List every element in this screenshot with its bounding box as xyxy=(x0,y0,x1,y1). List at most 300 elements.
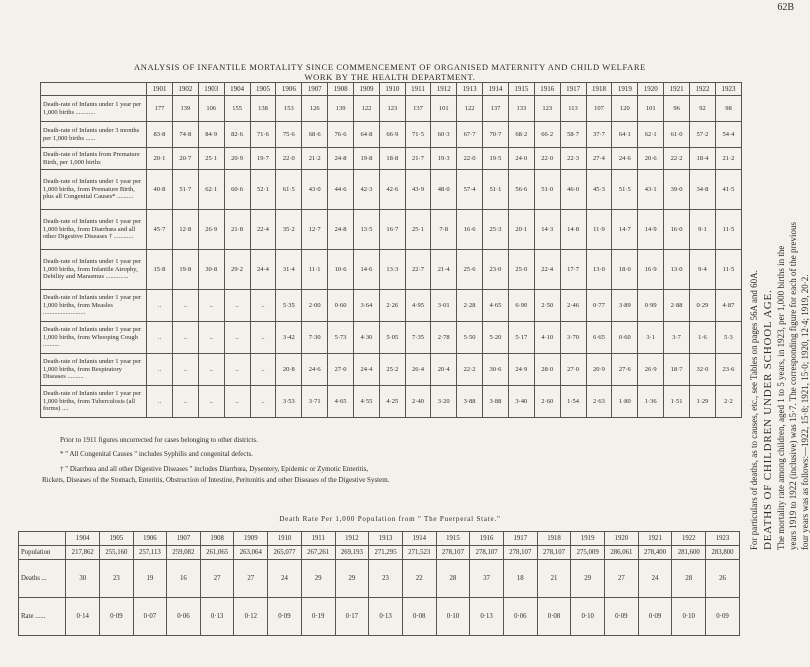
side-note-particulars: For particulars of deaths, as to causes, etc., see Tables on pages 56A and 60A. xyxy=(749,270,759,550)
value-cell: 3·42 xyxy=(276,322,302,354)
year-header: 1909 xyxy=(354,83,380,96)
value-cell: 5·50 xyxy=(457,322,483,354)
infant-mortality-body xyxy=(41,96,742,418)
value-cell: 98 xyxy=(715,96,741,122)
value-cell: 75·6 xyxy=(276,122,302,148)
value-cell: 13·0 xyxy=(586,250,612,290)
value-cell: 14·7 xyxy=(612,210,638,250)
year-header: 1912 xyxy=(431,83,457,96)
population-cell: 271,295 xyxy=(369,546,403,560)
value-cell: 16·0 xyxy=(664,210,690,250)
value-cell: .. xyxy=(198,354,224,386)
value-cell: 19·8 xyxy=(354,148,380,170)
deaths-label: Deaths ... xyxy=(19,560,66,598)
deaths-cell: 16 xyxy=(167,560,201,598)
value-cell: 58·7 xyxy=(560,122,586,148)
value-cell: 83·8 xyxy=(147,122,173,148)
population-cell: 286,061 xyxy=(605,546,639,560)
value-cell: 67·7 xyxy=(457,122,483,148)
row-label: Death-rate of Infants under 1 year per 1,000 births, from Measles .......................... xyxy=(41,290,147,322)
value-cell: 43·1 xyxy=(638,170,664,210)
year-header: 1908 xyxy=(328,83,354,96)
value-cell: .. xyxy=(250,354,276,386)
value-cell: 3·01 xyxy=(431,290,457,322)
value-cell: 2·88 xyxy=(664,290,690,322)
value-cell: 35·2 xyxy=(276,210,302,250)
value-cell: .. xyxy=(198,290,224,322)
value-cell: 7·30 xyxy=(302,322,328,354)
value-cell: 64·8 xyxy=(354,122,380,148)
year-cell: 1913 xyxy=(369,532,403,546)
value-cell: 14·3 xyxy=(534,210,560,250)
year-cell: 1916 xyxy=(470,532,504,546)
value-cell: 14·9 xyxy=(638,210,664,250)
value-cell: 30·8 xyxy=(198,250,224,290)
population-cell: 278,107 xyxy=(537,546,571,560)
year-cell: 1908 xyxy=(200,532,234,546)
value-cell: 6·65 xyxy=(586,322,612,354)
value-cell: 51·7 xyxy=(172,170,198,210)
row-label: Death-rate of Infants under 1 year per 1,000 births ............ xyxy=(41,96,147,122)
year-cell: 1906 xyxy=(133,532,166,546)
row-label: Death-rate of Infants under 3 months per 1,000 births ...... xyxy=(41,122,147,148)
deaths-cell: 23 xyxy=(369,560,403,598)
population-cell: 257,113 xyxy=(133,546,166,560)
rate-cell: 0·09 xyxy=(706,598,740,636)
rate-cell: 0·13 xyxy=(470,598,504,636)
row-label: Death-rate of Infants under 1 year per 1,000 births, from Premature Birth, plus all Congenital Causes* .......... xyxy=(41,170,147,210)
deaths-cell: 29 xyxy=(301,560,335,598)
side-heading: DEATHS OF CHILDREN UNDER SCHOOL AGE. xyxy=(762,289,774,550)
table-row xyxy=(41,354,742,386)
puerperal-title: Death Rate Per 1,000 Population from " The Puerperal State." xyxy=(279,515,501,523)
table-row xyxy=(41,170,742,210)
year-cell: 1914 xyxy=(402,532,436,546)
value-cell: 123 xyxy=(379,96,405,122)
value-cell: 7·35 xyxy=(405,322,431,354)
value-cell: 3·88 xyxy=(457,386,483,418)
rate-label: Rate ...... xyxy=(19,598,66,636)
year-cell: 1919 xyxy=(571,532,605,546)
year-header: 1911 xyxy=(405,83,431,96)
population-cell: 275,009 xyxy=(571,546,605,560)
rate-cell: 0·10 xyxy=(436,598,470,636)
value-cell: 113 xyxy=(560,96,586,122)
rate-cell: 0·07 xyxy=(133,598,166,636)
population-cell: 271,523 xyxy=(402,546,436,560)
year-cell: 1911 xyxy=(301,532,335,546)
value-cell: 24·6 xyxy=(302,354,328,386)
puerperal-body xyxy=(19,532,740,636)
deaths-row xyxy=(19,560,740,598)
year-header: 1914 xyxy=(483,83,509,96)
population-label: Population xyxy=(19,546,66,560)
value-cell: 16·7 xyxy=(379,210,405,250)
value-cell: .. xyxy=(224,354,250,386)
page-title: ANALYSIS OF INFANTILE MORTALITY SINCE COMMENCEMENT OF ORGANISED MATERNITY AND CHILD WELFARE xyxy=(134,62,646,72)
value-cell: 106 xyxy=(198,96,224,122)
value-cell: 24·6 xyxy=(612,148,638,170)
population-cell: 265,077 xyxy=(268,546,302,560)
value-cell: 34·8 xyxy=(690,170,716,210)
year-cell: 1912 xyxy=(335,532,369,546)
value-cell: .. xyxy=(198,386,224,418)
value-cell: 137 xyxy=(483,96,509,122)
year-cell: 1921 xyxy=(638,532,672,546)
value-cell: 28·0 xyxy=(534,354,560,386)
value-cell: 107 xyxy=(586,96,612,122)
side-note-line1: The mortality rate among children, aged 1 to 5 years, in 1923, per 1,000 births in the xyxy=(776,245,786,550)
year-header: 1905 xyxy=(250,83,276,96)
value-cell: 20·9 xyxy=(586,354,612,386)
rate-cell: 0·10 xyxy=(571,598,605,636)
table-row xyxy=(41,210,742,250)
value-cell: .. xyxy=(224,386,250,418)
population-cell: 281,600 xyxy=(672,546,706,560)
value-cell: 3·53 xyxy=(276,386,302,418)
value-cell: 2·60 xyxy=(534,386,560,418)
value-cell: 101 xyxy=(431,96,457,122)
rate-cell: 0·08 xyxy=(537,598,571,636)
note-digestive: Rickets, Diseases of the Stomach, Enteritis, Obstruction of Intestine, Peritonitis and other Diseases of the Digestive System. xyxy=(42,476,390,484)
value-cell: 4·30 xyxy=(354,322,380,354)
value-cell: 101 xyxy=(638,96,664,122)
value-cell: 24·4 xyxy=(354,354,380,386)
year-cell: 1923 xyxy=(706,532,740,546)
value-cell: 26·9 xyxy=(198,210,224,250)
rate-cell: 0·19 xyxy=(301,598,335,636)
value-cell: 5·17 xyxy=(508,322,534,354)
value-cell: 20·7 xyxy=(172,148,198,170)
value-cell: 177 xyxy=(147,96,173,122)
value-cell: 12·7 xyxy=(302,210,328,250)
table-row xyxy=(41,96,742,122)
value-cell: 16·6 xyxy=(457,210,483,250)
rate-cell: 0·06 xyxy=(503,598,537,636)
table-row xyxy=(41,122,742,148)
value-cell: 19·3 xyxy=(431,148,457,170)
value-cell: 139 xyxy=(172,96,198,122)
row-label: Death-rate of Infants under 1 year per 1,000 births, from Respiratory Diseases .......... xyxy=(41,354,147,386)
value-cell: 3·40 xyxy=(508,386,534,418)
value-cell: 20·4 xyxy=(431,354,457,386)
value-cell: 20·1 xyxy=(147,148,173,170)
value-cell: .. xyxy=(224,290,250,322)
value-cell: 70·7 xyxy=(483,122,509,148)
value-cell: .. xyxy=(224,322,250,354)
value-cell: 62·1 xyxy=(198,170,224,210)
year-header: 1920 xyxy=(638,83,664,96)
deaths-cell: 27 xyxy=(605,560,639,598)
empty-header-cell xyxy=(41,83,147,96)
value-cell: 22·2 xyxy=(664,148,690,170)
value-cell: 21·7 xyxy=(405,148,431,170)
value-cell: 1·80 xyxy=(612,386,638,418)
rate-cell: 0·13 xyxy=(200,598,234,636)
year-header: 1916 xyxy=(534,83,560,96)
value-cell: 22·2 xyxy=(457,354,483,386)
value-cell: 96 xyxy=(664,96,690,122)
rate-cell: 0·09 xyxy=(638,598,672,636)
deaths-cell: 24 xyxy=(268,560,302,598)
year-header: 1921 xyxy=(664,83,690,96)
value-cell: 122 xyxy=(457,96,483,122)
value-cell: 18·8 xyxy=(379,148,405,170)
value-cell: .. xyxy=(250,322,276,354)
value-cell: 29·2 xyxy=(224,250,250,290)
value-cell: 4·65 xyxy=(328,386,354,418)
value-cell: 64·1 xyxy=(612,122,638,148)
value-cell: 5·73 xyxy=(328,322,354,354)
value-cell: .. xyxy=(250,290,276,322)
value-cell: 139 xyxy=(328,96,354,122)
value-cell: 4·25 xyxy=(379,386,405,418)
value-cell: 14·6 xyxy=(354,250,380,290)
value-cell: 22·0 xyxy=(534,148,560,170)
deaths-cell: 30 xyxy=(66,560,100,598)
value-cell: 71·6 xyxy=(250,122,276,148)
rate-cell: 0·13 xyxy=(369,598,403,636)
value-cell: 51·5 xyxy=(612,170,638,210)
value-cell: 0·60 xyxy=(328,290,354,322)
rate-cell: 0·09 xyxy=(605,598,639,636)
value-cell: 1·54 xyxy=(560,386,586,418)
value-cell: 60·3 xyxy=(431,122,457,148)
row-label: Death-rate of Infants from Premature Birth, per 1,000 births xyxy=(41,148,147,170)
table-row xyxy=(41,290,742,322)
table-row xyxy=(41,386,742,418)
value-cell: .. xyxy=(172,354,198,386)
value-cell: 3·89 xyxy=(612,290,638,322)
value-cell: 153 xyxy=(276,96,302,122)
deaths-cell: 26 xyxy=(706,560,740,598)
puerperal-year-row xyxy=(19,532,740,546)
value-cell: 4·65 xyxy=(483,290,509,322)
value-cell: 76·6 xyxy=(328,122,354,148)
value-cell: 21·8 xyxy=(224,210,250,250)
year-cell: 1915 xyxy=(436,532,470,546)
value-cell: 37·7 xyxy=(586,122,612,148)
value-cell: .. xyxy=(250,386,276,418)
value-cell: 22·0 xyxy=(457,148,483,170)
value-cell: 7·8 xyxy=(431,210,457,250)
value-cell: 21·2 xyxy=(715,148,741,170)
page-number: 62B xyxy=(777,2,794,13)
population-cell: 255,160 xyxy=(100,546,134,560)
rate-cell: 0·09 xyxy=(268,598,302,636)
value-cell: 5·05 xyxy=(379,322,405,354)
value-cell: 57·4 xyxy=(457,170,483,210)
year-cell: 1920 xyxy=(605,532,639,546)
rate-cell: 0·12 xyxy=(234,598,268,636)
value-cell: 71·5 xyxy=(405,122,431,148)
value-cell: 5·3 xyxy=(715,322,741,354)
row-label: Death-rate of Infants under 1 year per 1,000 births, from Diarrhœa and all other Digestive Diseases † ............ xyxy=(41,210,147,250)
value-cell: 24·0 xyxy=(508,148,534,170)
note-diarrhoea: † " Diarrhœa and all other Digestive Diseases " includes Diarrhœa, Dysentery, Epidemic or Zymotic Enteritis, xyxy=(60,465,369,473)
side-note-line2: years 1919 to 1922 (inclusive) was 15·7. The corresponding figure for each of the previous xyxy=(788,222,798,550)
value-cell: 45·7 xyxy=(147,210,173,250)
value-cell: 15·8 xyxy=(147,250,173,290)
value-cell: 4·55 xyxy=(354,386,380,418)
population-cell: 269,193 xyxy=(335,546,369,560)
value-cell: .. xyxy=(198,322,224,354)
value-cell: 51·1 xyxy=(483,170,509,210)
value-cell: 1·6 xyxy=(690,322,716,354)
value-cell: 40·8 xyxy=(147,170,173,210)
year-cell: 1910 xyxy=(268,532,302,546)
value-cell: 3·20 xyxy=(431,386,457,418)
value-cell: 51·0 xyxy=(534,170,560,210)
value-cell: 19·7 xyxy=(250,148,276,170)
population-cell: 261,065 xyxy=(200,546,234,560)
note-congenital: * " All Congenital Causes " includes Syphilis and congenital defects. xyxy=(60,450,253,458)
rate-row xyxy=(19,598,740,636)
population-cell: 259,082 xyxy=(167,546,201,560)
value-cell: 27·0 xyxy=(560,354,586,386)
value-cell: 122 xyxy=(354,96,380,122)
value-cell: 27·0 xyxy=(328,354,354,386)
deaths-cell: 21 xyxy=(537,560,571,598)
year-cell: 1904 xyxy=(66,532,100,546)
value-cell: 2·28 xyxy=(457,290,483,322)
deaths-cell: 19 xyxy=(133,560,166,598)
value-cell: 24·8 xyxy=(328,210,354,250)
value-cell: 133 xyxy=(508,96,534,122)
value-cell: 66·2 xyxy=(534,122,560,148)
value-cell: 25·2 xyxy=(379,354,405,386)
value-cell: 39·0 xyxy=(664,170,690,210)
deaths-cell: 29 xyxy=(571,560,605,598)
value-cell: .. xyxy=(172,386,198,418)
value-cell: 22·3 xyxy=(560,148,586,170)
value-cell: 44·6 xyxy=(328,170,354,210)
value-cell: .. xyxy=(147,386,173,418)
value-cell: 0·29 xyxy=(690,290,716,322)
year-cell: 1909 xyxy=(234,532,268,546)
value-cell: 26·9 xyxy=(638,354,664,386)
deaths-cell: 23 xyxy=(100,560,134,598)
value-cell: .. xyxy=(172,322,198,354)
year-header: 1918 xyxy=(586,83,612,96)
value-cell: 11·9 xyxy=(586,210,612,250)
year-header: 1902 xyxy=(172,83,198,96)
puerperal-table xyxy=(18,531,740,636)
value-cell: .. xyxy=(147,354,173,386)
value-cell: 120 xyxy=(612,96,638,122)
value-cell: 3·1 xyxy=(638,322,664,354)
row-label: Death-rate of Infants under 1 year per 1,000 births, from Whooping Cough .......... xyxy=(41,322,147,354)
value-cell: 68·6 xyxy=(302,122,328,148)
year-header: 1910 xyxy=(379,83,405,96)
value-cell: 92 xyxy=(690,96,716,122)
value-cell: 3·7 xyxy=(664,322,690,354)
value-cell: 42·3 xyxy=(354,170,380,210)
value-cell: 2·63 xyxy=(586,386,612,418)
value-cell: 23·6 xyxy=(715,354,741,386)
deaths-cell: 24 xyxy=(638,560,672,598)
population-cell: 278,107 xyxy=(470,546,504,560)
table-row xyxy=(41,250,742,290)
value-cell: 57·2 xyxy=(690,122,716,148)
year-header: 1915 xyxy=(508,83,534,96)
deaths-cell: 27 xyxy=(234,560,268,598)
value-cell: 56·6 xyxy=(508,170,534,210)
year-cell: 1922 xyxy=(672,532,706,546)
value-cell: 24·9 xyxy=(508,354,534,386)
value-cell: 20·8 xyxy=(276,354,302,386)
rate-cell: 0·17 xyxy=(335,598,369,636)
value-cell: 46·0 xyxy=(560,170,586,210)
value-cell: .. xyxy=(172,290,198,322)
value-cell: .. xyxy=(147,322,173,354)
value-cell: 10·6 xyxy=(328,250,354,290)
rate-cell: 0·08 xyxy=(402,598,436,636)
value-cell: 20·1 xyxy=(508,210,534,250)
value-cell: 1·29 xyxy=(690,386,716,418)
value-cell: 20·6 xyxy=(638,148,664,170)
value-cell: 26·4 xyxy=(405,354,431,386)
note-1911: Prior to 1911 figures uncorrected for cases belonging to other districts. xyxy=(60,436,258,444)
value-cell: 48·0 xyxy=(431,170,457,210)
rate-cell: 0·10 xyxy=(672,598,706,636)
value-cell: 61·5 xyxy=(276,170,302,210)
value-cell: 11·5 xyxy=(715,210,741,250)
value-cell: 2·2 xyxy=(715,386,741,418)
value-cell: 30·6 xyxy=(483,354,509,386)
value-cell: 137 xyxy=(405,96,431,122)
value-cell: 23·0 xyxy=(483,250,509,290)
value-cell: 42·6 xyxy=(379,170,405,210)
table-row xyxy=(41,322,742,354)
value-cell: 11·5 xyxy=(715,250,741,290)
rate-cell: 0·09 xyxy=(100,598,134,636)
value-cell: 126 xyxy=(302,96,328,122)
value-cell: 11·1 xyxy=(302,250,328,290)
year-cell: 1918 xyxy=(537,532,571,546)
value-cell: 31·4 xyxy=(276,250,302,290)
year-header: 1919 xyxy=(612,83,638,96)
value-cell: 25·0 xyxy=(508,250,534,290)
value-cell: 18·4 xyxy=(690,148,716,170)
value-cell: 62·1 xyxy=(638,122,664,148)
deaths-cell: 27 xyxy=(200,560,234,598)
year-header-row xyxy=(41,83,742,96)
value-cell: 24·8 xyxy=(328,148,354,170)
deaths-cell: 22 xyxy=(402,560,436,598)
value-cell: 2·78 xyxy=(431,322,457,354)
value-cell: 22·4 xyxy=(534,250,560,290)
value-cell: .. xyxy=(147,290,173,322)
value-cell: 19·5 xyxy=(483,148,509,170)
value-cell: 32·0 xyxy=(690,354,716,386)
year-header: 1903 xyxy=(198,83,224,96)
infant-mortality-table xyxy=(40,82,742,418)
value-cell: 84·9 xyxy=(198,122,224,148)
rate-cell: 0·14 xyxy=(66,598,100,636)
value-cell: 27·4 xyxy=(586,148,612,170)
value-cell: 22·7 xyxy=(405,250,431,290)
value-cell: 27·6 xyxy=(612,354,638,386)
value-cell: 13·3 xyxy=(379,250,405,290)
value-cell: 2·40 xyxy=(405,386,431,418)
value-cell: 19·8 xyxy=(172,250,198,290)
deaths-cell: 18 xyxy=(503,560,537,598)
value-cell: 52·1 xyxy=(250,170,276,210)
value-cell: 43·9 xyxy=(405,170,431,210)
value-cell: 74·8 xyxy=(172,122,198,148)
value-cell: 17·7 xyxy=(560,250,586,290)
